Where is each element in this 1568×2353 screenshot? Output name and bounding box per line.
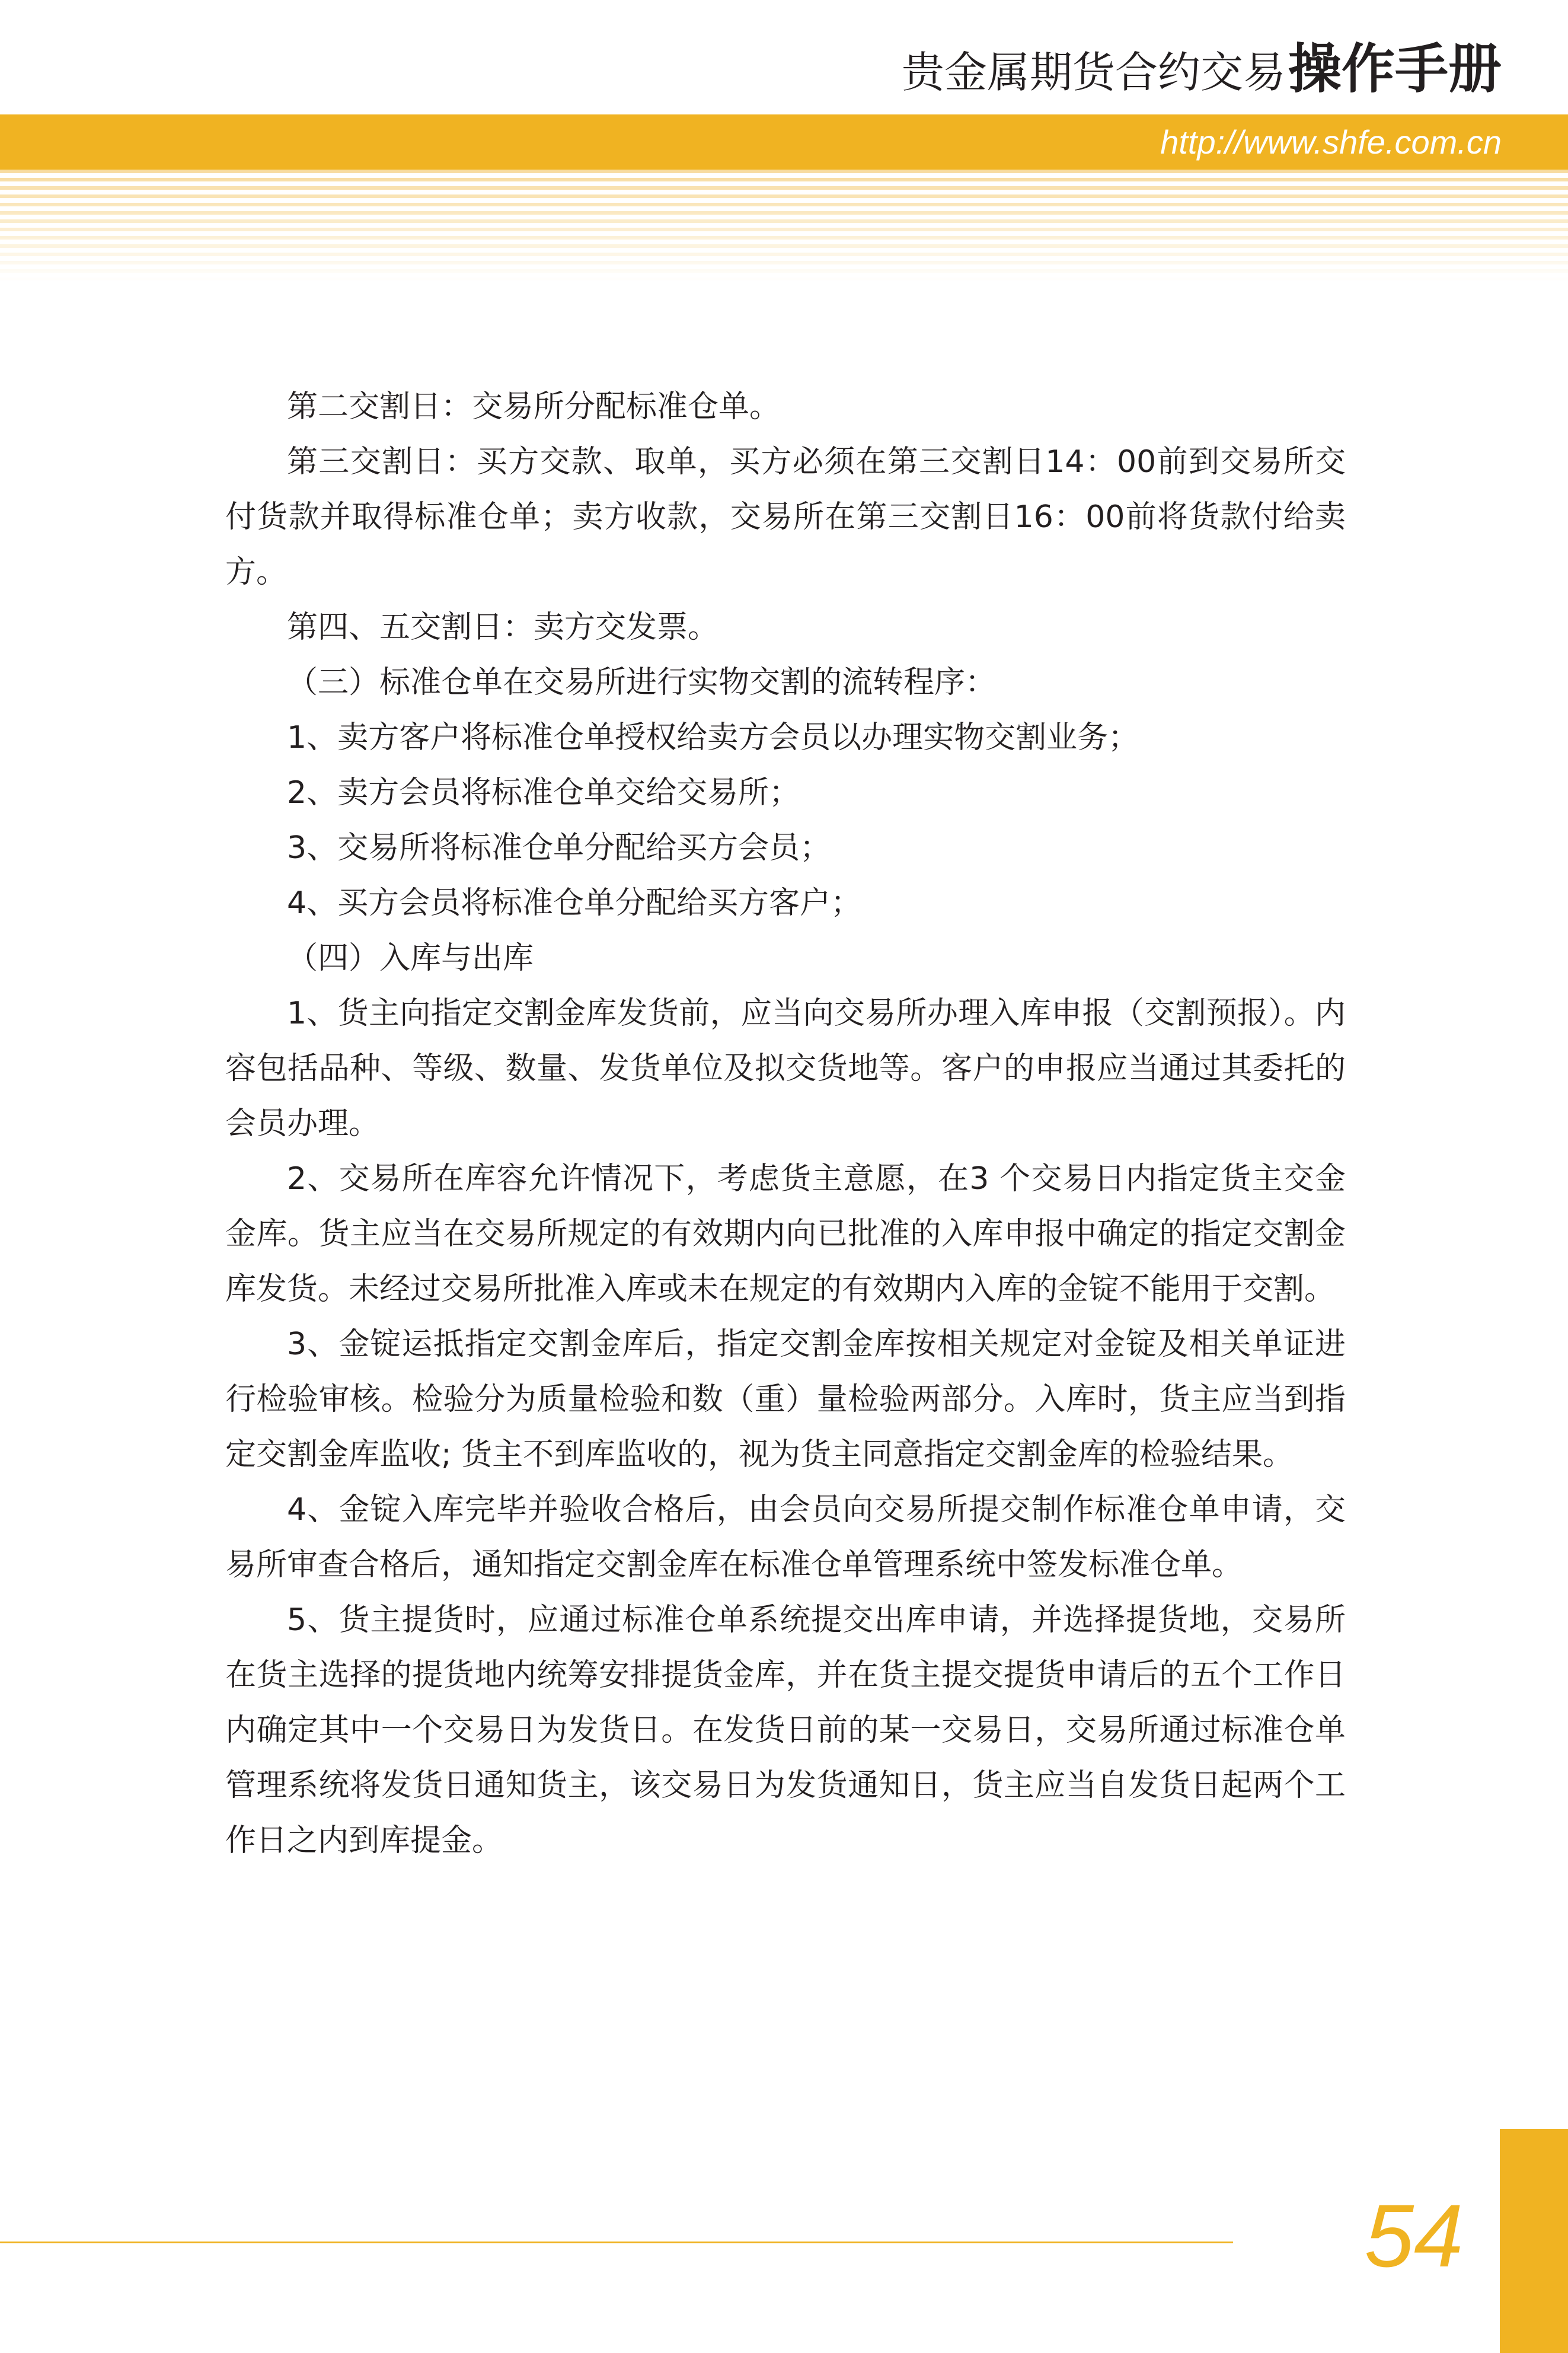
page-number: 54 [1364,2186,1464,2285]
manual-title [902,37,1502,105]
paragraph: 1、卖方客户将标准仓单授权给卖方会员以办理实物交割业务； [287,720,1139,755]
paragraph: 1、货主向指定交割金库发货前，应当向交易所办理入库申报（交割预报）。内容包括品种、等级、数量、发货单位及拟交货地等。客户的申报应当通过其委托的会员办理。 [225,996,1346,1142]
footer-line [0,2242,1233,2243]
paragraph: 4、买方会员将标准仓单分配给买方客户； [287,885,862,921]
title-main: 操作手册 [1288,38,1502,100]
paragraph: 5、货主提货时，应通过标准仓单系统提交出库申请，并选择提货地，交易所在货主选择的提货地内统筹安排提货金库，并在货主提交提货申请后的五个工作日内确定其中一个交易日为发货日。在发货日前的某一交易日，交易所通过标准仓单管理系统将发货日通知货主，该交易日为发货通知日，货主应当自发货日起两个工作日之内到库提金。 [225,1602,1346,1858]
paragraph: （三）标准仓单在交易所进行实物交割的流转程序： [287,665,997,700]
paragraph: 第二交割日：交易所分配标准仓单。 [287,389,781,425]
header-stripes [0,170,1568,282]
paragraph: 4、金锭入库完毕并验收合格后，由会员向交易所提交制作标准仓单申请，交易所审查合格后，通知指定交割金库在标准仓单管理系统中签发标准仓单。 [225,1492,1346,1583]
title-prefix: 贵金属期货合约交易 [901,47,1286,97]
paragraph: 第三交割日：买方交款、取单，买方必须在第三交割日14：00前到交易所交付货款并取得标准仓单；卖方收款，交易所在第三交割日16：00前将货款付给卖方。 [225,444,1346,590]
page-edge-bar [1500,2129,1568,2353]
website-url[interactable]: http://www.shfe.com.cn [1160,123,1502,161]
paragraph: 3、交易所将标准仓单分配给买方会员； [287,830,831,866]
body-text [225,380,1346,1869]
paragraph: 3、金锭运抵指定交割金库后，指定交割金库按相关规定对金锭及相关单证进行检验审核。检验分为质量检验和数（重）量检验两部分。入库时，货主应当到指定交割金库监收; 货主不到库监收的，视为货主同意指定交割金库的检验结果。 [225,1327,1346,1472]
paragraph: 2、交易所在库容允许情况下，考虑货主意愿，在3 个交易日内指定货主交金金库。货主应当在交易所规定的有效期内向已批准的入库申报中确定的指定交割金库发货。未经过交易所批准入库或未在规定的有效期内入库的金锭不能用于交割。 [225,1161,1346,1307]
paragraph: 第四、五交割日：卖方交发票。 [287,610,719,645]
paragraph: 2、卖方会员将标准仓单交给交易所； [287,775,800,811]
paragraph: （四）入库与出库 [287,940,534,976]
